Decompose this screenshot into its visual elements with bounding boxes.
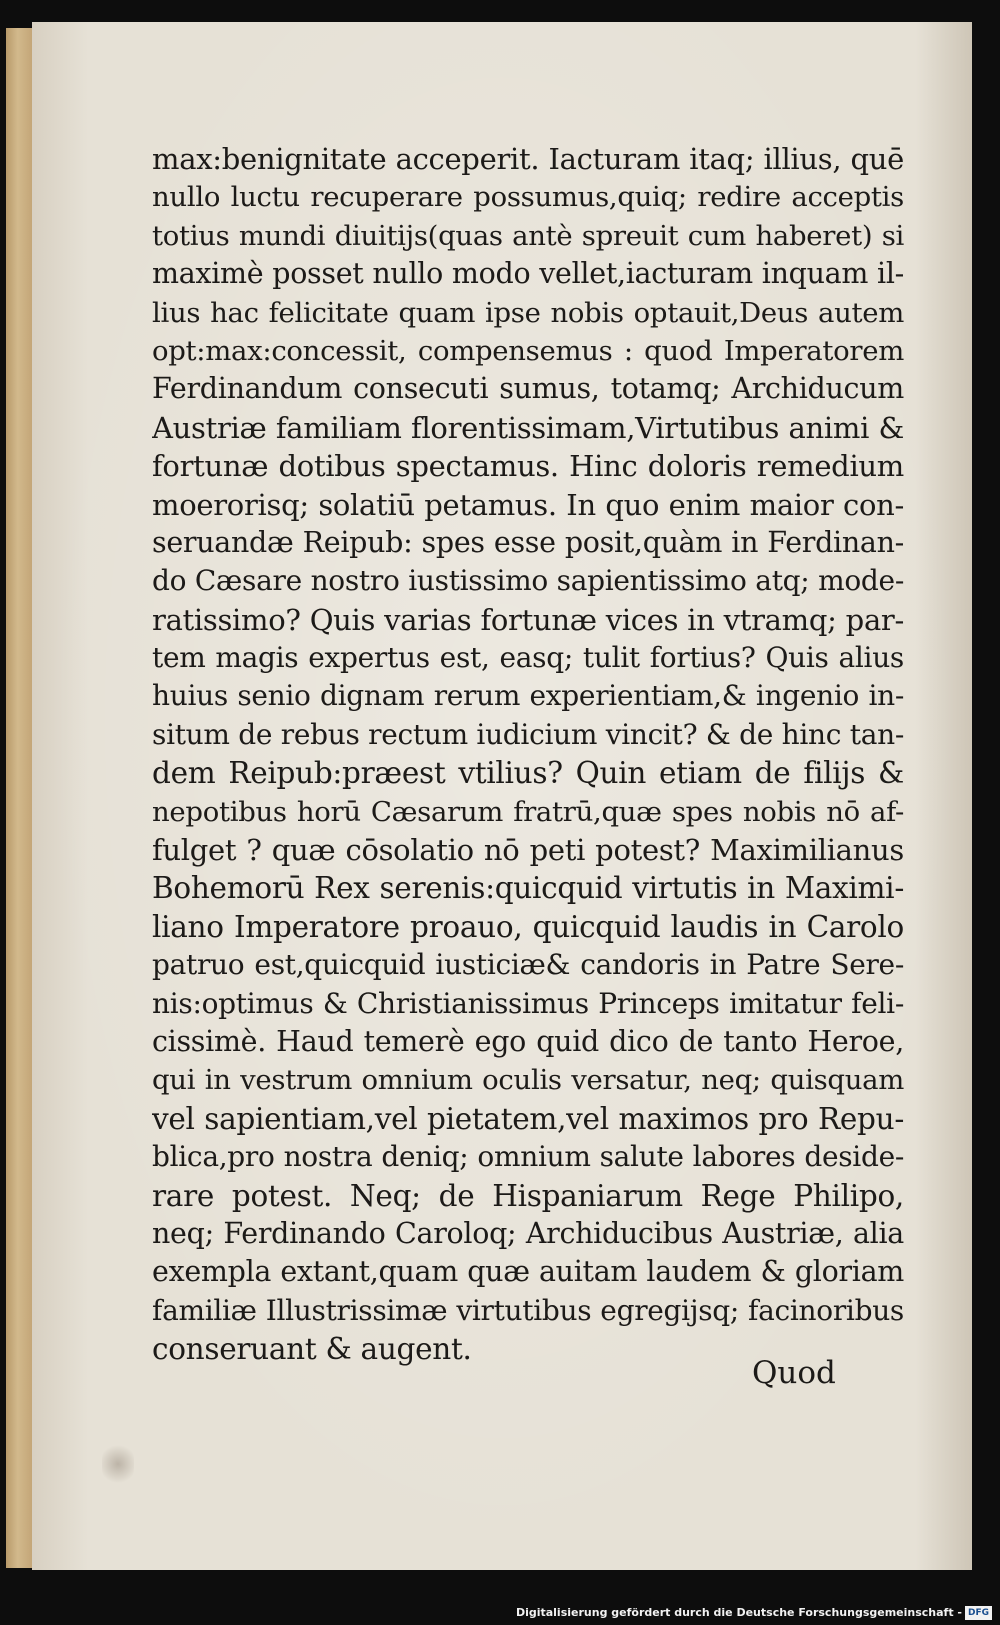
text-line: max:benignitate acceperit. Iacturam itaq; illius, quē bbox=[152, 142, 904, 176]
text-line: exempla extant,quam quæ auitam laudem & gloriam bbox=[152, 1255, 904, 1289]
text-line: dem Reipub:præest vtilius? Quin etiam de filijs & bbox=[152, 756, 904, 791]
text-line: nis:optimus & Christianissimus Princeps imitatur feli- bbox=[152, 986, 904, 1020]
text-line: fulget ? quæ cōsolatio nō peti potest? Maximilianus bbox=[152, 833, 904, 868]
text-line: do Cæsare nostro iustissimo sapientissimo atq; mode- bbox=[152, 564, 904, 598]
text-line: seruandæ Reipub: spes esse posit,quàm in Ferdinan- bbox=[152, 525, 904, 559]
text-line: maximè posset nullo modo vellet,iacturam inquam il- bbox=[152, 257, 904, 291]
footer-bar bbox=[0, 1595, 1000, 1625]
dfg-logo: DFG bbox=[965, 1606, 992, 1620]
text-line: conseruant & augent. bbox=[152, 1332, 472, 1367]
body-text bbox=[152, 140, 904, 1369]
text-line: huius senio dignam rerum experientiam,& ingenio in- bbox=[152, 679, 904, 713]
text-line: nepotibus horū Cæsarum fratrū,quæ spes nobis nō af- bbox=[152, 795, 904, 828]
text-line: liano Imperatore proauo, quicquid laudis in Carolo bbox=[152, 909, 904, 944]
text-line: moerorisq; solatiū petamus. In quo enim maior con- bbox=[152, 487, 904, 522]
text-line: Ferdinandum consecuti sumus, totamq; Archiducum bbox=[152, 372, 904, 406]
text-line: opt:max:concessit, compensemus : quod Imperatorem bbox=[152, 334, 904, 367]
funding-credit: Digitalisierung gefördert durch die Deutsche Forschungsgemeinschaft - bbox=[515, 1606, 962, 1619]
text-line: familiæ Illustrissimæ virtutibus egregijsq; facinoribus bbox=[152, 1293, 904, 1327]
text-line: patruo est,quicquid iusticiæ& candoris in Patre Sere- bbox=[152, 948, 904, 982]
page-stain bbox=[102, 1442, 134, 1486]
book-edge bbox=[6, 28, 33, 1568]
book-page bbox=[32, 22, 972, 1570]
text-line: cissimè. Haud temerè ego quid dico de tanto Heroe, bbox=[152, 1024, 904, 1058]
text-line: situm de rebus rectum iudicium vincit? & de hinc tan- bbox=[152, 717, 904, 751]
text-line: lius hac felicitate quam ipse nobis optauit,Deus autem bbox=[152, 296, 904, 329]
text-line: blica,pro nostra deniq; omnium salute labores deside- bbox=[152, 1140, 904, 1174]
text-line: nullo luctu recuperare possumus,quiq; redire acceptis bbox=[152, 181, 904, 214]
text-line: fortunæ dotibus spectamus. Hinc doloris remedium bbox=[152, 449, 904, 484]
text-line: neq; Ferdinando Caroloq; Archiducibus Austriæ, alia bbox=[152, 1216, 904, 1250]
text-line: vel sapientiam,vel pietatem,vel maximos pro Repu- bbox=[152, 1101, 904, 1136]
text-line: totius mundi diuitijs(quas antè spreuit cum haberet) si bbox=[152, 219, 904, 252]
text-line: ratissimo? Quis varias fortunæ vices in vtramq; par- bbox=[152, 602, 904, 637]
text-line: tem magis expertus est, easq; tulit fortius? Quis alius bbox=[152, 641, 904, 675]
text-line: qui in vestrum omnium oculis versatur, neq; quisquam bbox=[152, 1064, 904, 1097]
text-line: Austriæ familiam florentissimam,Virtutibus animi & bbox=[152, 410, 904, 445]
text-line: Bohemorū Rex serenis:quicquid virtutis in Maximi- bbox=[152, 871, 904, 906]
text-line: rare potest. Neq; de Hispaniarum Rege Philipo, bbox=[152, 1178, 904, 1213]
catchword: Quod bbox=[752, 1355, 836, 1391]
